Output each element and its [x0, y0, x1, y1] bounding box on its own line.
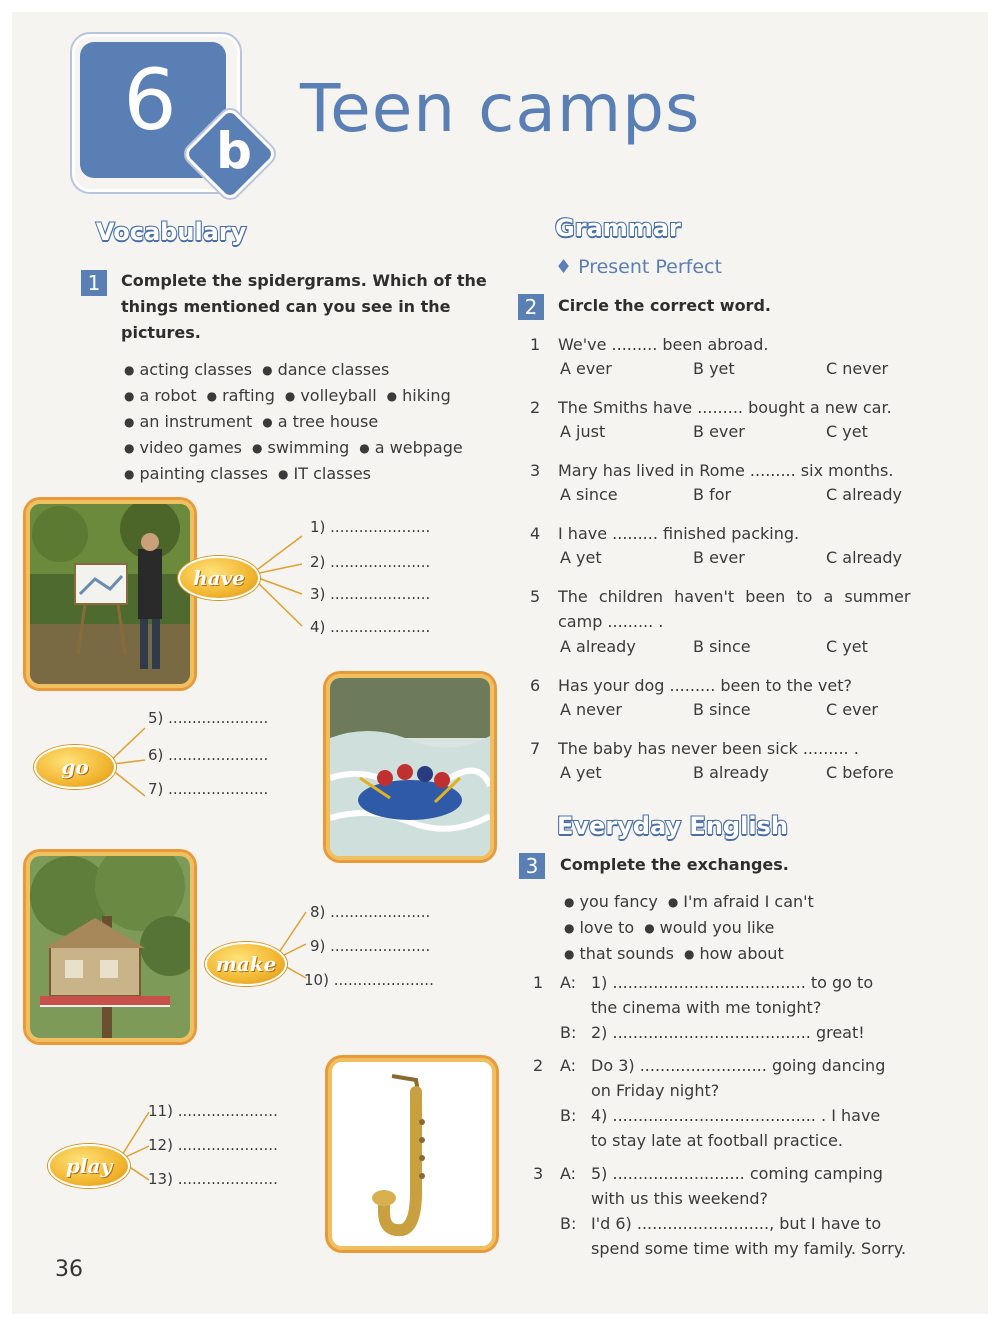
option-a[interactable]: A never: [560, 700, 622, 719]
unit-number: 6: [123, 51, 177, 149]
option-b[interactable]: B ever: [693, 422, 745, 441]
phrase-row: ● you fancy ● I'm afraid I can't: [564, 892, 814, 911]
exercise-1-instruction: Complete the spidergrams. Which of the things mentioned can you see in the pictures.: [121, 271, 487, 342]
option-b[interactable]: B since: [693, 637, 751, 656]
grammar-topic: ♦ Present Perfect: [555, 256, 722, 278]
grammar-heading: Grammar: [555, 214, 681, 242]
blank-5[interactable]: 5) .....................: [148, 709, 269, 727]
phrase-row: ● that sounds ● how about: [564, 944, 784, 963]
unit-title: Teen camps: [300, 70, 701, 147]
exchange-line[interactable]: 4) ........................................ . I have: [591, 1106, 881, 1125]
painting-photo: [26, 500, 194, 688]
blank-3[interactable]: 3) .....................: [310, 585, 431, 603]
page-number: 36: [55, 1257, 83, 1282]
have-bubble: have: [178, 556, 260, 600]
word-list: [124, 357, 473, 487]
blank-12[interactable]: 12) .....................: [148, 1136, 278, 1154]
word-row: ● a robot ● rafting ● volleyball ● hiking: [124, 386, 451, 405]
option-b[interactable]: B ever: [693, 548, 745, 567]
option-c[interactable]: C never: [826, 359, 889, 378]
everyday-english-heading: Everyday English: [557, 812, 788, 840]
saxophone-photo: [328, 1058, 496, 1250]
option-a[interactable]: A since: [560, 485, 618, 504]
option-c[interactable]: C already: [826, 548, 903, 567]
option-a[interactable]: A already: [560, 637, 636, 656]
option-a[interactable]: A yet: [560, 548, 602, 567]
exchange-line[interactable]: 2) ....................................... great!: [591, 1023, 865, 1042]
vocabulary-heading: Vocabulary: [96, 218, 247, 246]
option-b[interactable]: B since: [693, 700, 751, 719]
blank-6[interactable]: 6) .....................: [148, 746, 269, 764]
word-row: ● acting classes ● dance classes: [124, 360, 390, 379]
blank-7[interactable]: 7) .....................: [148, 780, 269, 798]
blank-13[interactable]: 13) .....................: [148, 1170, 278, 1188]
exercise-1-number: 1: [81, 270, 107, 296]
play-bubble: play: [48, 1144, 130, 1188]
blank-11[interactable]: 11) .....................: [148, 1102, 278, 1120]
option-a[interactable]: A just: [560, 422, 606, 441]
phrase-list: [564, 889, 824, 967]
blank-4[interactable]: 4) .....................: [310, 618, 431, 636]
blank-2[interactable]: 2) .....................: [310, 553, 431, 571]
option-a[interactable]: A yet: [560, 763, 602, 782]
blank-10[interactable]: 10) .....................: [304, 971, 434, 989]
word-row: ● painting classes ● IT classes: [124, 464, 371, 483]
word-row: ● video games ● swimming ● a webpage: [124, 438, 463, 457]
exchange-line[interactable]: 1) ...................................... to go to: [591, 973, 874, 992]
go-bubble: go: [34, 745, 116, 789]
option-c[interactable]: C ever: [826, 700, 878, 719]
make-bubble: make: [205, 942, 287, 986]
phrase-row: ● love to ● would you like: [564, 918, 775, 937]
exchange-line[interactable]: I'd 6) .........................., but I have to: [591, 1214, 882, 1233]
exercise-2-instruction: Circle the correct word.: [558, 296, 771, 315]
option-c[interactable]: C yet: [826, 637, 868, 656]
treehouse-photo: [26, 852, 194, 1042]
option-a[interactable]: A ever: [560, 359, 612, 378]
option-c[interactable]: C already: [826, 485, 903, 504]
blank-1[interactable]: 1) .....................: [310, 518, 431, 536]
option-b[interactable]: B yet: [693, 359, 735, 378]
option-c[interactable]: C yet: [826, 422, 868, 441]
exercise-3-instruction: Complete the exchanges.: [560, 855, 789, 874]
word-row: ● an instrument ● a tree house: [124, 412, 379, 431]
lesson-letter: b: [216, 122, 252, 180]
rafting-photo: [326, 674, 494, 860]
option-b[interactable]: B for: [693, 485, 732, 504]
exchange-line[interactable]: 5) .......................... coming camping: [591, 1164, 883, 1183]
option-b[interactable]: B already: [693, 763, 769, 782]
option-c[interactable]: C before: [826, 763, 894, 782]
exercise-2-number: 2: [518, 294, 544, 320]
blank-9[interactable]: 9) .....................: [310, 937, 431, 955]
exercise-3-number: 3: [519, 853, 545, 879]
exchange-line[interactable]: Do 3) ......................... going dancing: [591, 1056, 886, 1075]
blank-8[interactable]: 8) .....................: [310, 903, 431, 921]
